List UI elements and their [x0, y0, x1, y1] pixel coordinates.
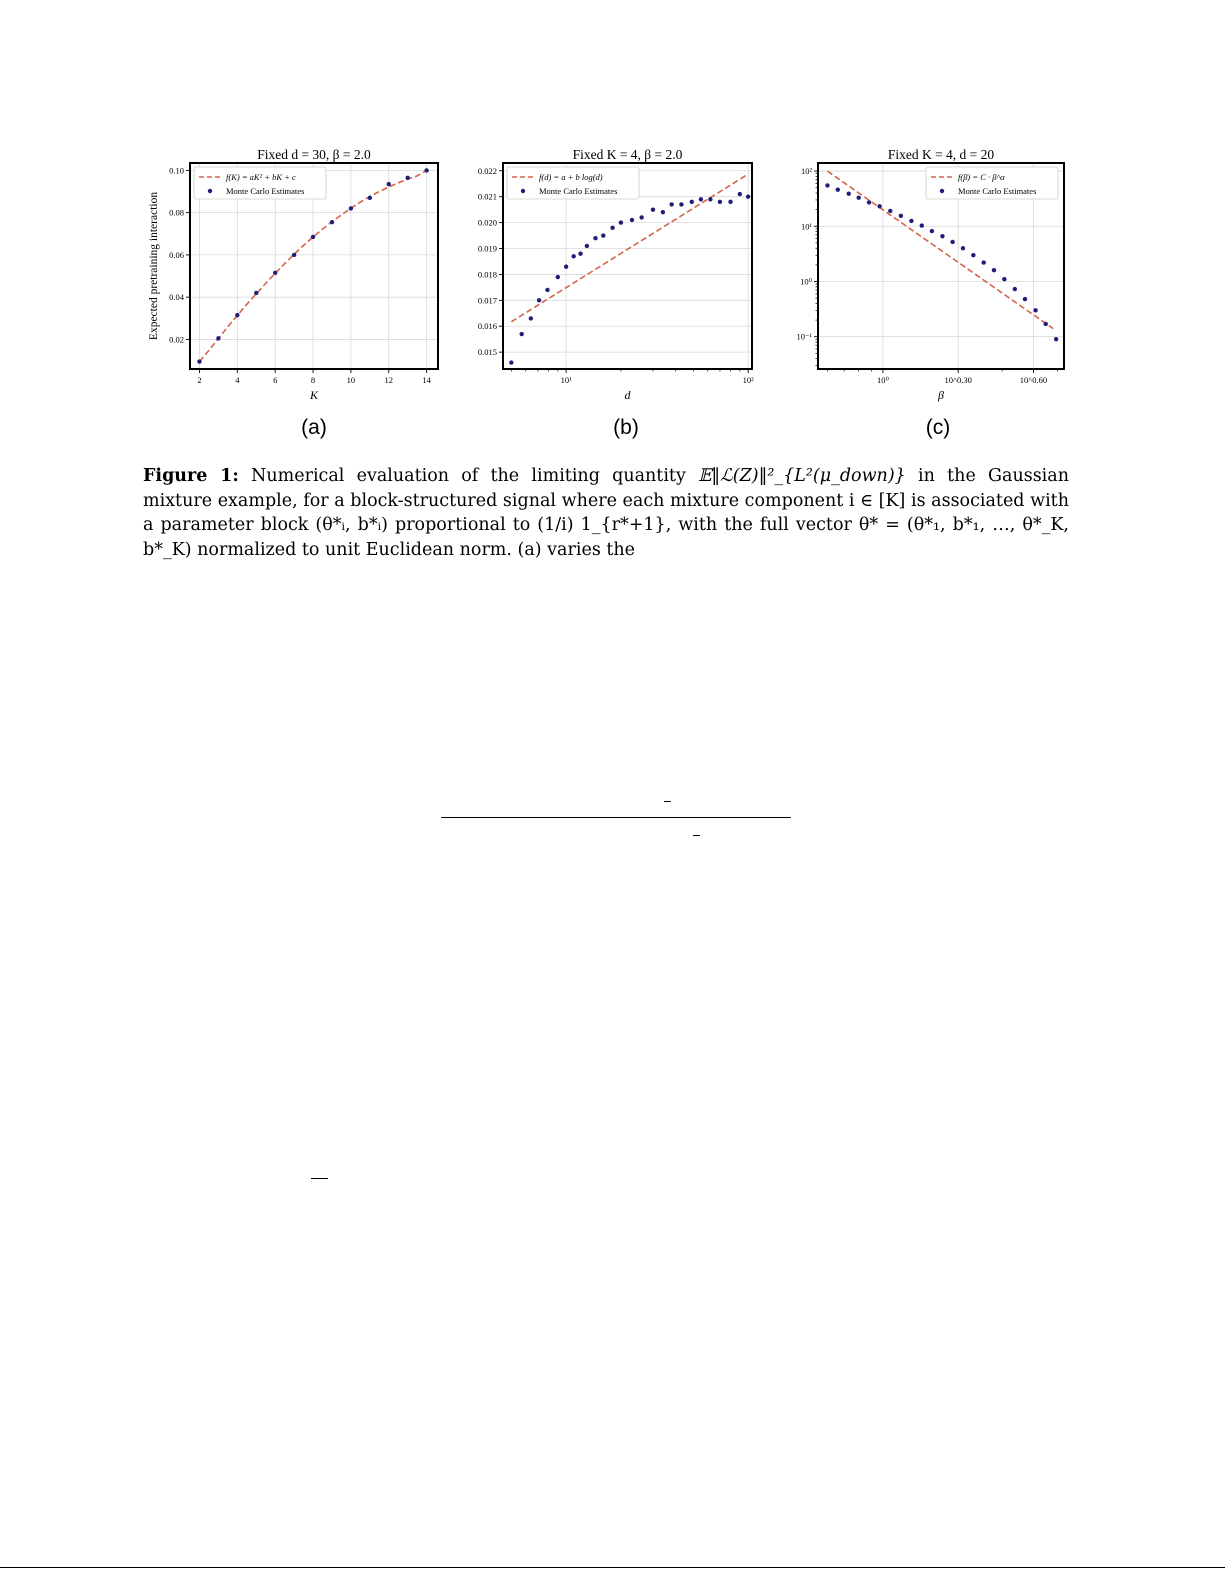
- tick-label-y: 0.018: [477, 269, 497, 280]
- panel-label: (c): [925, 416, 951, 439]
- tick-label-x: 10¹: [560, 375, 572, 385]
- data-point: [888, 209, 892, 213]
- data-point: [669, 202, 673, 206]
- figure-caption: [143, 464, 1069, 562]
- data-point: [909, 219, 913, 223]
- data-point: [406, 176, 410, 180]
- tick-label-y: 0.02: [169, 334, 184, 345]
- data-point: [601, 233, 605, 237]
- tick-label-y: 10²: [800, 166, 812, 177]
- data-point: [537, 298, 541, 302]
- data-point: [610, 226, 614, 230]
- data-point: [509, 360, 513, 364]
- data-point: [679, 202, 683, 206]
- legend-entry: Monte Carlo Estimates: [226, 186, 305, 196]
- tick-label-x: 10: [346, 375, 356, 385]
- figure-1: [140, 140, 1080, 450]
- data-point: [292, 253, 296, 257]
- data-point: [847, 191, 851, 195]
- legend-swatch-marker: [940, 189, 944, 193]
- data-point: [593, 236, 597, 240]
- data-point: [982, 260, 986, 264]
- legend-swatch-marker: [521, 189, 525, 193]
- tick-label-x: 10²: [742, 375, 754, 385]
- data-point: [718, 200, 722, 204]
- legend-entry: f(K) = aK² + bK + c: [226, 172, 296, 182]
- tick-label-y: 0.021: [477, 191, 497, 202]
- data-point: [556, 275, 560, 279]
- data-point: [197, 359, 201, 363]
- axis-label-x: K: [309, 388, 319, 402]
- data-point: [690, 200, 694, 204]
- data-point: [661, 210, 665, 214]
- data-point: [971, 253, 975, 257]
- tick-label-y: 10⁰: [800, 276, 812, 287]
- dash-mark: [664, 801, 671, 802]
- data-point: [899, 214, 903, 218]
- tick-label-y: 0.017: [477, 295, 497, 306]
- tick-label-x: 12: [384, 375, 394, 385]
- data-point: [836, 187, 840, 191]
- chart-title: Fixed K = 4, d = 20: [887, 147, 995, 162]
- tick-label-y: 0.016: [477, 321, 497, 332]
- data-point: [738, 192, 742, 196]
- chart-title: Fixed d = 30, β = 2.0: [257, 147, 371, 162]
- data-point: [519, 332, 523, 336]
- data-point: [235, 313, 239, 317]
- tick-label-y: 0.08: [169, 207, 184, 218]
- data-point: [349, 206, 353, 210]
- data-point: [545, 288, 549, 292]
- data-point: [1033, 308, 1037, 312]
- data-point: [216, 336, 220, 340]
- axis-label-x: d: [624, 388, 631, 402]
- data-point: [564, 264, 568, 268]
- data-point: [619, 220, 623, 224]
- tick-label-x: 2: [197, 375, 202, 385]
- data-point: [992, 268, 996, 272]
- data-point: [746, 194, 750, 198]
- tick-label-y: 0.015: [477, 347, 497, 358]
- fraction-rule: [441, 817, 791, 818]
- tick-label-y: 0.020: [477, 217, 497, 228]
- data-point: [950, 240, 954, 244]
- tick-label-x: 10^0.30: [944, 375, 972, 385]
- legend-swatch-marker: [208, 189, 212, 193]
- data-point: [940, 234, 944, 238]
- data-point: [825, 183, 829, 187]
- tick-label-y: 0.04: [169, 292, 184, 303]
- data-point: [571, 254, 575, 258]
- tick-label-y: 0.019: [477, 243, 497, 254]
- data-point: [699, 197, 703, 201]
- data-point: [728, 200, 732, 204]
- tick-label-x: 8: [310, 375, 316, 385]
- tick-label-y: 0.022: [477, 165, 497, 176]
- data-point: [585, 244, 589, 248]
- chart-title: Fixed K = 4, β = 2.0: [572, 147, 683, 162]
- data-point: [856, 195, 860, 199]
- data-point: [1013, 287, 1017, 291]
- data-point: [1044, 322, 1048, 326]
- dash-mark: [311, 1178, 328, 1179]
- dash-mark: [693, 835, 700, 836]
- data-point: [424, 168, 428, 172]
- tick-label-x: 4: [235, 375, 240, 385]
- legend-entry: Monte Carlo Estimates: [958, 186, 1037, 196]
- data-point: [578, 251, 582, 255]
- tick-label-y: 0.06: [169, 249, 184, 260]
- tick-label-x: 10⁰: [876, 375, 889, 385]
- data-point: [961, 246, 965, 250]
- data-point: [1023, 297, 1027, 301]
- legend-entry: Monte Carlo Estimates: [539, 186, 618, 196]
- axis-label-y: Expected pretraining interaction: [148, 191, 160, 341]
- data-point: [1054, 337, 1058, 341]
- panel-label: (a): [301, 416, 327, 439]
- data-point: [877, 204, 881, 208]
- caption-math: 𝔼‖ℒ(Z)‖²_{L²(μ_down)}: [698, 466, 906, 486]
- caption-text-2: in the Gaussian mixture example, for a block-structured signal where each mixture component i ∈ [K] is associated with a parameter block (θ*ᵢ, b*ᵢ) proportional to (1/i) 1_{r*+1}, with the full vector θ* = (θ*₁, b*₁, …, θ*_K, b*_K) normalized to unit Euclidean norm. (a) varies the: [143, 466, 1069, 560]
- tick-label-x: 14: [422, 375, 431, 385]
- caption-text-1: Numerical evaluation of the limiting quantity: [251, 466, 699, 486]
- tick-label-x: 6: [273, 375, 278, 385]
- figure-canvas: [140, 140, 1080, 450]
- data-point: [254, 291, 258, 295]
- page-bottom-rule: [0, 1567, 1225, 1568]
- tick-label-y: 10⁻¹: [796, 331, 812, 342]
- data-point: [630, 218, 634, 222]
- tick-label-y: 10¹: [800, 221, 812, 232]
- panel-label: (b): [613, 416, 639, 439]
- figure-label: Figure 1:: [143, 466, 239, 486]
- data-point: [920, 223, 924, 227]
- data-point: [639, 215, 643, 219]
- data-point: [529, 316, 533, 320]
- legend-entry: f(d) = a + b log(d): [539, 172, 603, 182]
- data-point: [330, 220, 334, 224]
- tick-label-x: 10^0.60: [1019, 375, 1048, 385]
- legend-entry: f(β) = C · β^α: [958, 172, 1005, 182]
- data-point: [387, 182, 391, 186]
- data-point: [930, 229, 934, 233]
- axis-label-x: β: [938, 388, 944, 402]
- data-point: [651, 207, 655, 211]
- data-point: [273, 271, 277, 275]
- data-point: [368, 196, 372, 200]
- data-point: [311, 235, 315, 239]
- data-point: [867, 200, 871, 204]
- data-point: [1002, 277, 1006, 281]
- data-point: [708, 197, 712, 201]
- tick-label-y: 0.10: [169, 165, 184, 176]
